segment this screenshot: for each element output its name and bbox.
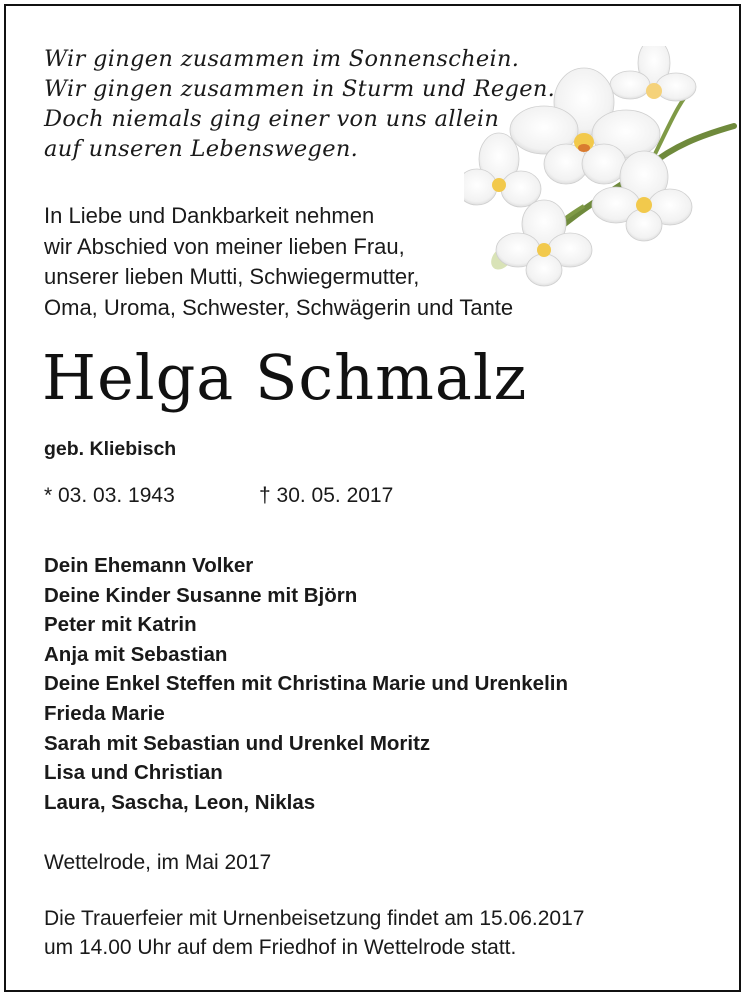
farewell-intro (44, 201, 513, 323)
mourner-line: Sarah mit Sebastian und Urenkel Moritz (44, 731, 431, 755)
funeral-line: Die Trauerfeier mit Urnenbeisetzung findet am 15.06.2017 (44, 907, 585, 930)
life-dates (44, 484, 394, 508)
funeral-line: um 14.00 Uhr auf dem Friedhof in Wettelrode statt. (44, 936, 517, 959)
mourner-line: Deine Enkel Steffen mit Christina Marie und Urenkelin (44, 672, 569, 696)
mourner-line: Deine Kinder Susanne mit Björn (44, 583, 358, 607)
death-date: † 30. 05. 2017 (259, 484, 394, 507)
intro-line: wir Abschied von meiner lieben Frau, (44, 233, 405, 259)
intro-line: Oma, Uroma, Schwester, Schwägerin und Tante (44, 294, 514, 320)
mourner-line: Laura, Sascha, Leon, Niklas (44, 790, 316, 814)
mourner-line: Dein Ehemann Volker (44, 554, 254, 577)
place-and-date: Wettelrode, im Mai 2017 (44, 851, 272, 874)
mourner-line: Frieda Marie (44, 701, 165, 725)
poem-line: Doch niemals ging einer von uns allein (44, 106, 500, 132)
maiden-name: geb. Kliebisch (44, 438, 177, 460)
funeral-info (44, 904, 584, 962)
intro-line: In Liebe und Dankbarkeit nehmen (44, 203, 375, 228)
mourner-line: Lisa und Christian (44, 761, 223, 785)
mourner-line: Peter mit Katrin (44, 613, 197, 637)
poem-line: Wir gingen zusammen im Sonnenschein. (44, 46, 520, 72)
birth-date: * 03. 03. 1943 (44, 484, 175, 507)
deceased-name: Helga Schmalz (42, 341, 528, 414)
poem-line: Wir gingen zusammen in Sturm und Regen. (44, 76, 556, 102)
mourners-list (44, 551, 568, 817)
poem-line: auf unseren Lebenswegen. (44, 136, 359, 162)
intro-line: unserer lieben Mutti, Schwiegermutter, (44, 264, 420, 289)
obituary-notice (4, 4, 741, 992)
mourner-line: Anja mit Sebastian (44, 642, 228, 666)
